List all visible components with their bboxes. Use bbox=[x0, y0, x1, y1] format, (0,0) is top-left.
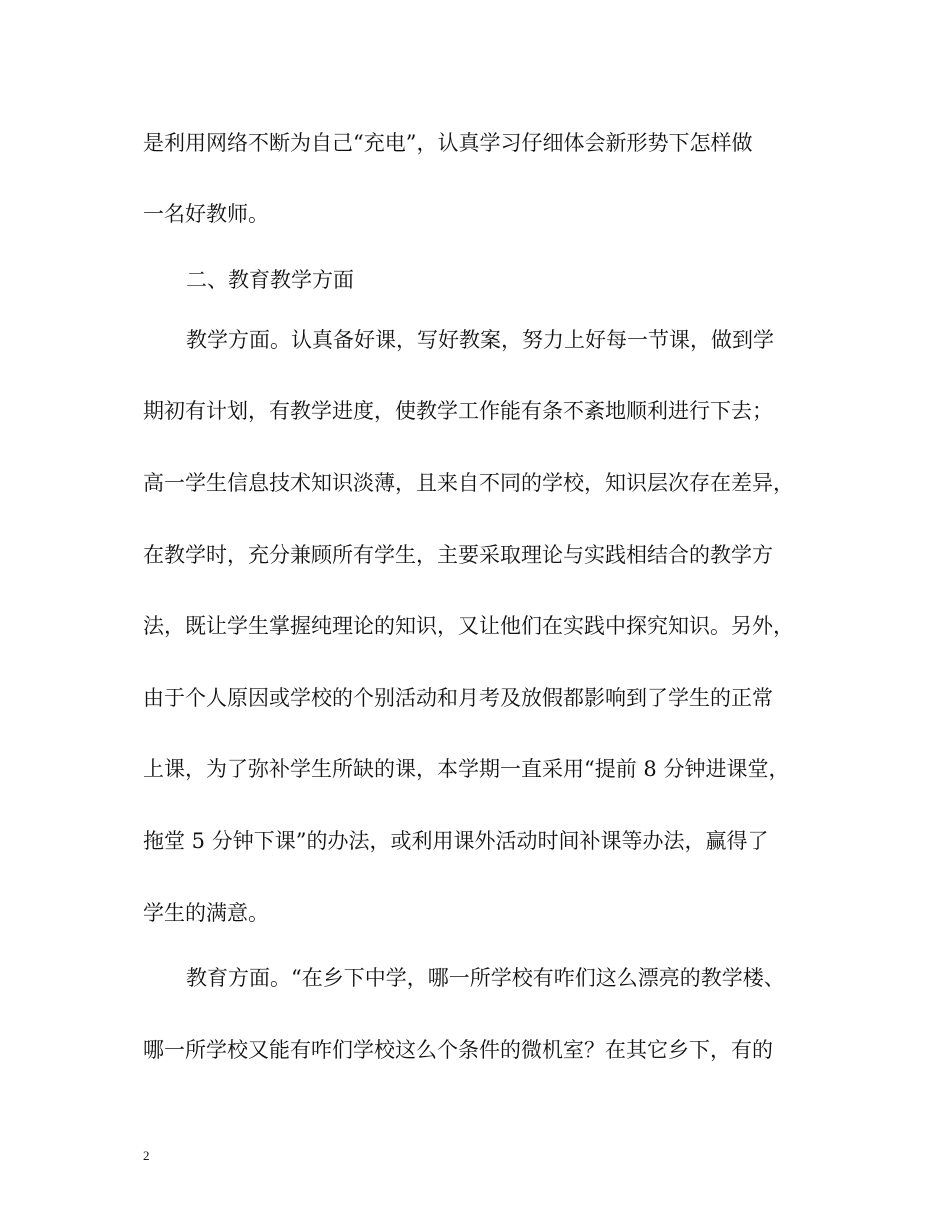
text-line-11: 拖堂 5 分钟下课”的办法，或利用课外活动时间补课等办法，赢得了 bbox=[143, 829, 769, 853]
section-heading: 二、教育教学方面 bbox=[186, 268, 354, 292]
text-line-4: 教学方面。认真备好课，写好教案，努力上好每一节课，做到学 bbox=[186, 328, 774, 352]
text-line-2: 一名好教师。 bbox=[143, 202, 269, 226]
text-line-1: 是利用网络不断为自己“充电”，认真学习仔细体会新形势下怎样做 bbox=[143, 131, 753, 155]
text-line-8: 法，既让学生掌握纯理论的知识，又让他们在实践中探究知识。另外， bbox=[143, 614, 794, 638]
page-number: 2 bbox=[143, 1148, 150, 1163]
text-line-7: 在教学时，充分兼顾所有学生，主要采取理论与实践相结合的教学方 bbox=[143, 543, 773, 567]
text-line-9: 由于个人原因或学校的个别活动和月考及放假都影响到了学生的正常 bbox=[143, 686, 773, 710]
text-line-14: 哪一所学校又能有咋们学校这么个条件的微机室？在其它乡下，有的 bbox=[143, 1038, 773, 1062]
text-line-10: 上课，为了弥补学生所缺的课，本学期一直采用“提前 8 分钟进课堂， bbox=[143, 757, 790, 781]
text-line-12: 学生的满意。 bbox=[143, 901, 269, 925]
text-line-6: 高一学生信息技术知识淡薄，且来自不同的学校，知识层次存在差异， bbox=[143, 471, 794, 495]
text-line-5: 期初有计划，有教学进度，使教学工作能有条不紊地顺利进行下去； bbox=[143, 399, 773, 423]
text-line-13: 教育方面。“在乡下中学，哪一所学校有咋们这么漂亮的教学楼、 bbox=[186, 966, 785, 990]
